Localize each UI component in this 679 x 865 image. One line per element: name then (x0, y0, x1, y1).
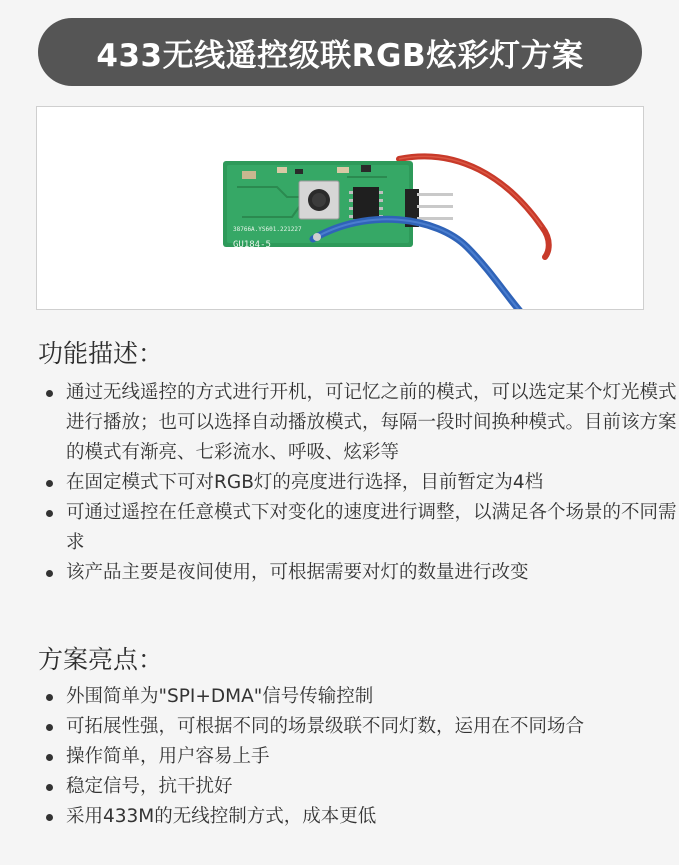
list-item (38, 742, 678, 772)
title-banner (38, 18, 642, 86)
bullet-dot (46, 480, 53, 487)
list-item (38, 378, 678, 468)
list-item (38, 712, 678, 742)
product-photo (36, 106, 644, 310)
bullet-dot (46, 570, 53, 577)
list-item (38, 772, 678, 802)
bullet-dot (46, 784, 53, 791)
list-item-text: 在固定模式下可对RGB灯的亮度进行选择，目前暂定为4档 (66, 472, 544, 493)
list-item-text: 操作简单，用户容易上手 (66, 746, 270, 767)
list-item-text: 可拓展性强，可根据不同的场景级联不同灯数，运用在不同场合 (66, 716, 585, 737)
highlights-list (38, 682, 678, 832)
page-title: 433无线遥控级联RGB炫彩灯方案 (96, 37, 584, 74)
bullet-dot (46, 754, 53, 761)
bullet-dot (46, 814, 53, 821)
list-item (38, 498, 678, 558)
bullet-dot (46, 390, 53, 397)
list-item-text: 采用433M的无线控制方式，成本更低 (66, 806, 377, 827)
list-item (38, 468, 678, 498)
list-item-text: 可通过遥控在任意模式下对变化的速度进行调整，以满足各个场景的不同需求 (66, 502, 677, 553)
bullet-dot (46, 510, 53, 517)
list-item-text: 该产品主要是夜间使用，可根据需要对灯的数量进行改变 (66, 562, 529, 583)
highlights-heading: 方案亮点： (38, 645, 164, 674)
list-item (38, 558, 678, 588)
list-item-text: 外围简单为"SPI+DMA"信号传输控制 (66, 686, 374, 707)
list-item (38, 802, 678, 832)
list-item-text: 稳定信号，抗干扰好 (66, 776, 233, 797)
bullet-dot (46, 724, 53, 731)
list-item (38, 682, 678, 712)
bullet-dot (46, 694, 53, 701)
pcb-board-illustration (37, 107, 643, 309)
features-list (38, 378, 678, 588)
list-item-text: 通过无线遥控的方式进行开机，可记忆之前的模式，可以选定某个灯光模式进行播放；也可以选择自动播放模式，每隔一段时间换种模式。目前该方案的模式有渐亮、七彩流水、呼吸、炫彩等 (66, 382, 677, 463)
board-model-label: GU184-5 (233, 240, 271, 250)
features-heading: 功能描述： (38, 339, 164, 368)
board-serial-label: 38766A.YS601.221227 (233, 226, 302, 233)
